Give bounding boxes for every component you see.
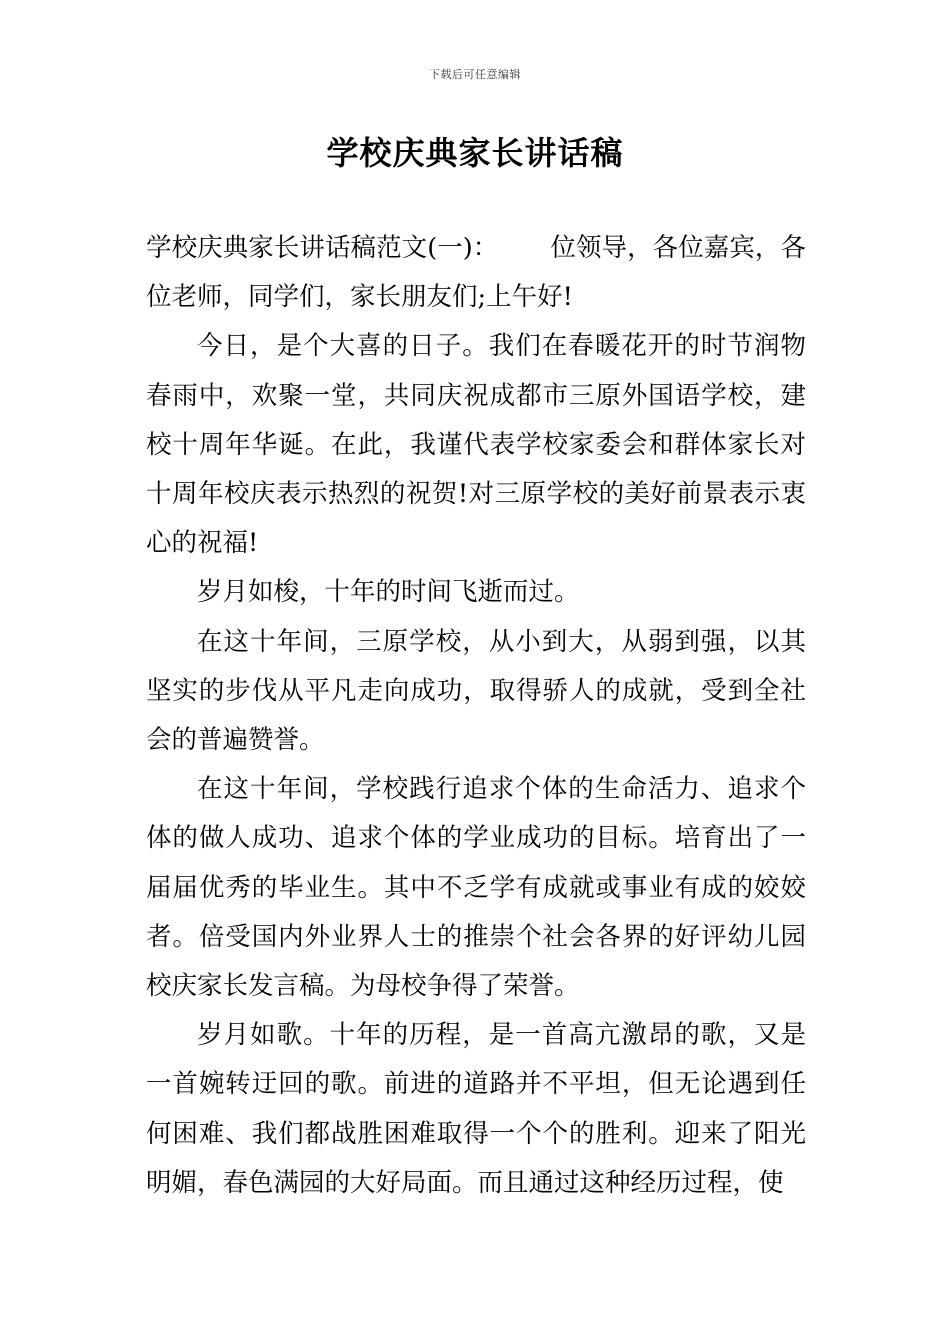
paragraph: 在这十年间，学校践行追求个体的生命活力、追求个体的做人成功、追求个体的学业成功的目标。培育出了一届届优秀的毕业生。其中不乏学有成就或事业有成的姣姣者。倍受国内外业界人士的推崇个社会各界的好评幼儿园校庆家长发言稿。为母校争得了荣誉。 — [146, 774, 806, 1002]
opening-paragraph — [146, 224, 806, 322]
header-note: 下载后可任意编辑 — [429, 68, 521, 81]
opening-rest: 位领导，各位嘉宾，各位老师，同学们，家长朋友们;上午好! — [146, 233, 806, 313]
document-body — [146, 224, 806, 1208]
opening-lead: 学校庆典家长讲话稿范文(一)： — [146, 233, 499, 263]
document-title: 学校庆典家长讲话稿 — [326, 134, 624, 172]
paragraph: 今日，是个大喜的日子。我们在春暖花开的时节润物春雨中，欢聚一堂，共同庆祝成都市三原外国语学校，建校十周年华诞。在此，我谨代表学校家委会和群体家长对十周年校庆表示热烈的祝贺!对三原学校的美好前景表示衷心的祝福! — [146, 331, 806, 559]
paragraph: 岁月如歌。十年的历程，是一首高亢激昂的歌，又是一首婉转迂回的歌。前进的道路并不平坦，但无论遇到任何困难、我们都战胜困难取得一个个的胜利。迎来了阳光明媚，春色满园的大好局面。而且通过这种经历过程，使 — [146, 1020, 806, 1198]
paragraph: 岁月如梭，十年的时间飞逝而过。 — [197, 577, 580, 608]
paragraph: 在这十年间，三原学校，从小到大，从弱到强，以其坚实的步伐从平凡走向成功，取得骄人的成就，受到全社会的普遍赞誉。 — [146, 626, 806, 756]
